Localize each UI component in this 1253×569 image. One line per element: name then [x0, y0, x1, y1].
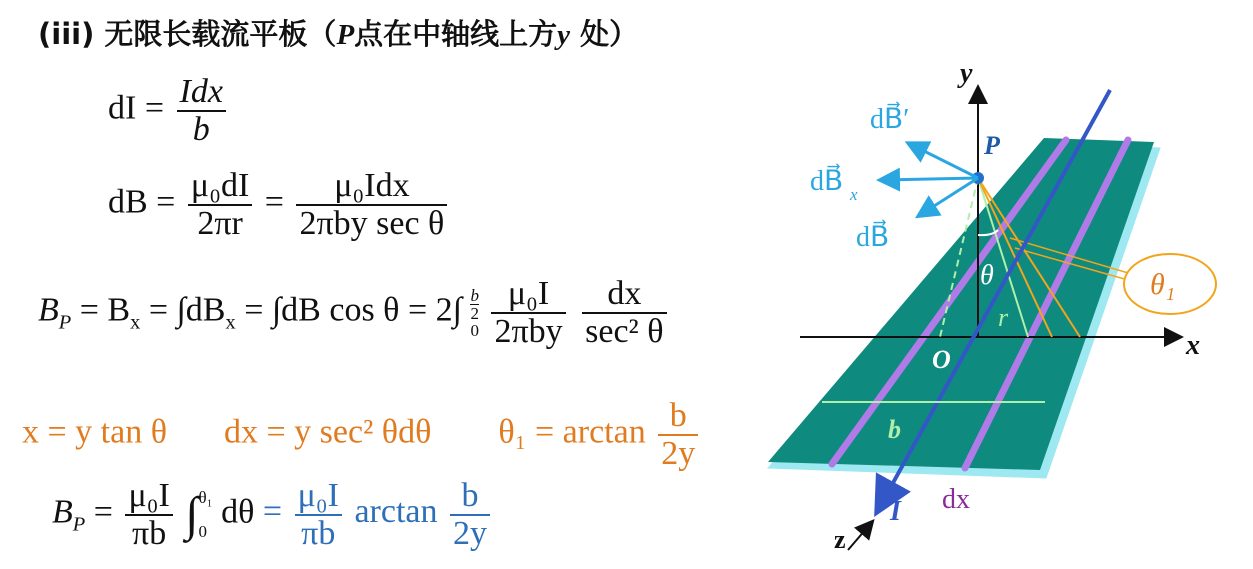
dBx-vector: [882, 178, 978, 180]
dx-label: dx: [942, 484, 970, 515]
theta1-label: θ₁: [1150, 268, 1176, 301]
equation-substitutions: x = y tan θ dx = y sec² θdθ θ₁ = arctan $\frac{b}{2y}$: [22, 398, 702, 471]
b-label: b: [888, 415, 901, 444]
z-axis-label: z: [834, 525, 846, 554]
equation-dB: dB = $\frac{\text{μ₀dI}}{2\pi r}$ = $\frac{\text{μ₀Idx}}{\text{2πby sec θ}}$: [108, 168, 451, 241]
equation-Bp-integral: $B_P = B_x = \int dB_x = \int dB$ cos θ = 2∫ $\frac{b}{2}$ 0 $\frac{\text{μ₀I}}{\text{2πby}}$ $\frac{dx}{\text{sec² θ}}$: [38, 276, 671, 349]
page-title: (iii) 无限长载流平板（P点在中轴线上方y 处）: [38, 17, 639, 51]
r-label: r⃗: [998, 303, 1029, 332]
equation-dI: dI = $\frac{\text{Idx}}{b}$: [108, 74, 230, 147]
origin-label: O: [932, 345, 951, 374]
plate-diagram: [760, 50, 1240, 560]
x-axis-label: x: [1186, 330, 1200, 361]
theta-label: θ: [980, 260, 994, 291]
dB-vector: [920, 178, 978, 215]
dB-label: dB⃗: [856, 222, 890, 253]
current-label: I: [890, 496, 901, 527]
equation-Bp-result: $B_P$ = $\frac{\text{μ₀I}}{\pi b}$ ∫θ₁ 0 dθ = $\frac{\text{μ₀I}}{\pi b}$ arctan $\frac{b}{2y}$: [52, 478, 494, 551]
point-P-label: P: [984, 131, 1000, 160]
dBprime-vector: [910, 144, 978, 178]
dBx-label: dB⃗: [810, 166, 844, 197]
z-axis: [848, 522, 872, 550]
y-axis-label: y: [960, 58, 973, 89]
dBx-sub: x: [850, 185, 858, 204]
dBprime-label: dB⃗′: [870, 104, 910, 135]
